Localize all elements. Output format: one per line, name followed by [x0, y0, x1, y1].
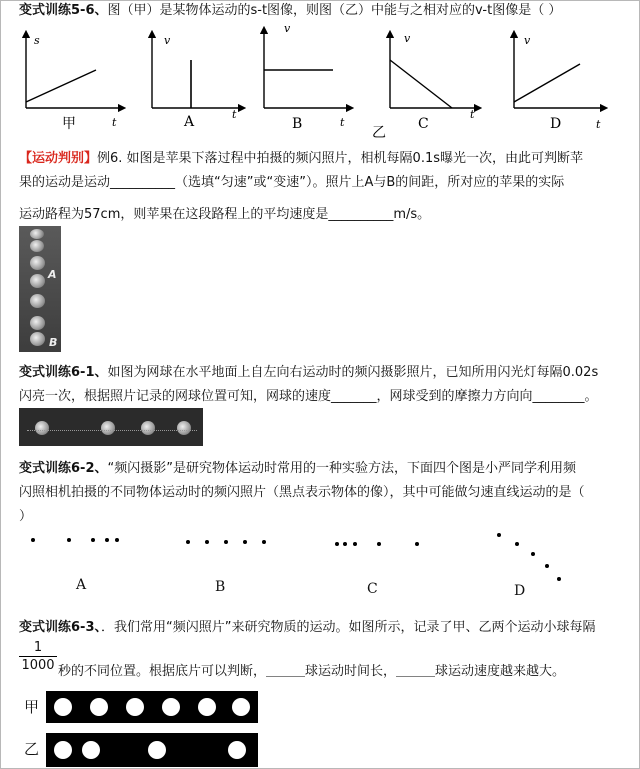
apple-label-a: A [48, 268, 57, 281]
apple-photo [19, 226, 61, 352]
q63-strip-jia [46, 691, 258, 723]
q61-line1 [19, 364, 598, 382]
q63-strip-yi [46, 733, 258, 767]
graph-yi-label: 乙 [372, 125, 386, 141]
q62-text1: “频闪摄影”是研究物体运动时常用的一种实验方法，下面四个图是小严同学利用频 [107, 461, 576, 476]
q61-text1: 如图为网球在水平地面上自左向右运动时的频闪摄影照片，已知所用闪光灯每隔0.02s [107, 365, 599, 380]
ex6-tag: 【运动判别】 [19, 151, 98, 166]
q63-line1 [19, 619, 595, 637]
graph-D-x: t [596, 118, 601, 131]
graph-A [152, 34, 242, 130]
q63-row-jia-label: 甲 [24, 698, 40, 716]
q63-frac-den: 1000 [21, 658, 55, 673]
q63-line2: 秒的不同位置。根据底片可以判断，＿＿＿球运动时间长，＿＿＿球运动速度越来越大。 [58, 664, 566, 679]
graph-jia [26, 34, 122, 132]
q63-fraction [19, 640, 57, 675]
graph-jia-y: s [34, 34, 40, 47]
ex6-text1: 例6. 如图是苹果下落过程中拍摄的频闪照片，相机每隔0.1s曝光一次，由此可判断苹 [97, 151, 583, 166]
q63-frac-num: 1 [19, 640, 57, 657]
graph-B-label: B [292, 116, 303, 132]
graph-C-label: C [418, 116, 429, 132]
graph-jia-x: t [112, 116, 117, 129]
graph-D [514, 34, 604, 132]
graph-C-y: v [404, 32, 411, 45]
q61-line2: 闪亮一次，根据照片记录的网球位置可知，网球的速度_______，网球受到的摩擦力方向向________。 [19, 389, 598, 404]
graph-B-x: t [340, 116, 345, 129]
graph-C [390, 32, 478, 132]
q62-line3: ） [19, 509, 33, 524]
q61-label: 变式训练6-1、 [19, 365, 108, 380]
ex6-line3: 运动路程为57cm，则苹果在这段路程上的平均速度是__________m/s。 [19, 207, 431, 222]
graph-A-y: v [164, 34, 171, 47]
q62-option-b: B [215, 579, 226, 595]
tennis-photo [19, 408, 203, 446]
graph-D-label: D [550, 116, 562, 132]
graph-C-x: t [470, 108, 475, 121]
q56-question [19, 2, 561, 20]
graph-A-label: A [184, 114, 195, 130]
graph-A-x: t [232, 108, 237, 121]
ex6-line1 [19, 150, 583, 168]
q56-text: 图（甲）是某物体运动的s-t图像，则图（乙）中能与之相对应的v-t图像是（ ） [107, 3, 562, 18]
q62-option-c: C [367, 581, 378, 597]
graph-B [264, 22, 350, 132]
q62-line2: 闪照相机拍摄的不同物体运动时的频闪照片（黑点表示物体的像），其中可能做匀速直线运动的是（ [19, 485, 585, 500]
q63-row-yi-label: 乙 [24, 740, 40, 758]
q63-text1: ．我们常用“频闪照片”来研究物质的运动。如图所示，记录了甲、乙两个运动小球每隔 [101, 620, 596, 635]
graph-B-y: v [284, 22, 291, 35]
q62-line1 [19, 460, 576, 478]
graph-jia-label: 甲 [62, 116, 76, 132]
q62-label: 变式训练6-2、 [19, 461, 108, 476]
graph-D-y: v [524, 34, 531, 47]
q63-label: 变式训练6-3、 [19, 620, 101, 635]
q62-dots-figure [19, 528, 579, 608]
ex6-line2: 果的运动是运动__________（选填“匀速”或“变速”）。照片上A与B的间距，所对应的苹果的实际 [19, 175, 565, 190]
q56-label: 变式训练5-6、 [19, 3, 108, 18]
apple-label-b: B [49, 336, 58, 349]
q62-option-d: D [514, 583, 526, 599]
q62-option-a: A [76, 577, 87, 593]
q56-graphs [0, 20, 640, 145]
